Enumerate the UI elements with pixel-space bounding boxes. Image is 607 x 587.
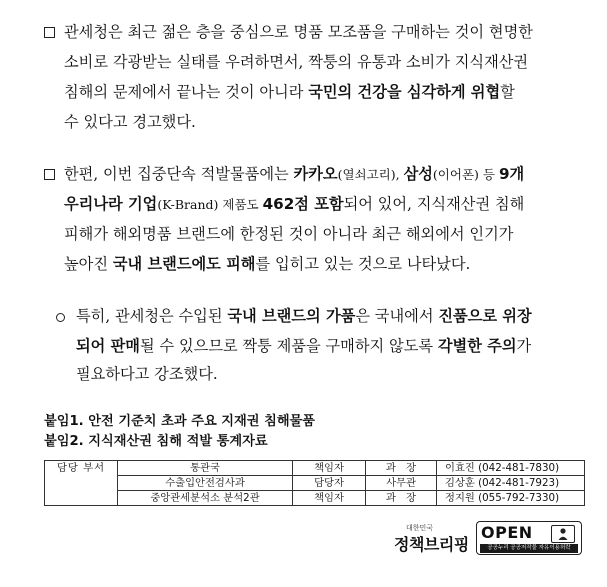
text-line: 수 있다고 경고했다. xyxy=(64,113,196,131)
open-license-badge xyxy=(476,521,582,555)
open-license-caption: 공공누리 공공저작물 자유이용허락 xyxy=(480,544,578,553)
text-line: 관세청은 최근 젊은 층을 중심으로 명품 모조품을 구매하는 것이 현명한 xyxy=(64,23,533,41)
emphasis-text: 국내 브랜드에도 피해 xyxy=(112,255,256,273)
attachment-2: 붙임2. 지식재산권 침해 적발 통계자료 xyxy=(44,434,268,449)
title-cell: 과 장 xyxy=(366,491,437,506)
table-row xyxy=(45,491,585,506)
text-line: 우리나라 기업(K-Brand) 제품도 462점 포함되어 있어, 지식재산권 침해 xyxy=(64,195,525,213)
logo-title: 정책브리핑 xyxy=(394,535,469,554)
contact-table xyxy=(44,460,585,506)
text-line: 피해가 해외명품 브랜드에 한정된 것이 아니라 최근 해외에서 인기가 xyxy=(64,225,514,243)
text-line: 높아진 국내 브랜드에도 피해를 입히고 있는 것으로 나타났다. xyxy=(64,255,471,273)
emphasis-text: 국민의 건강을 심각하게 위협 xyxy=(308,83,501,101)
text-line: 한편, 이번 집중단속 적발물품에는 카카오(열쇠고리), 삼성(이어폰) 등 9개 xyxy=(64,165,525,183)
text-line: 되어 판매될 수 있으므로 짝퉁 제품을 구매하지 않도록 각별한 주의가 xyxy=(76,337,532,355)
office-cell: 중앙관세분석소 분석2관 xyxy=(118,491,293,506)
square-bullet-icon xyxy=(44,27,55,38)
role-cell: 담당자 xyxy=(293,476,366,491)
square-bullet-icon xyxy=(44,169,55,180)
text-line: 소비로 각광받는 실태를 우려하면서, 짝퉁의 유통과 소비가 지식재산권 xyxy=(64,53,529,71)
emphasis-text: 국내 브랜드의 가품 xyxy=(227,307,356,325)
emphasis-text: 되어 판매 xyxy=(76,337,140,355)
open-label: OPEN xyxy=(481,523,533,542)
table-row xyxy=(45,461,585,476)
role-cell: 책임자 xyxy=(293,491,366,506)
emphasis-text: 각별한 주의 xyxy=(437,337,517,355)
person-cell: 이효진 (042-481-7830) xyxy=(437,461,585,476)
policy-briefing-logo xyxy=(394,523,470,557)
attribution-person-icon xyxy=(551,525,575,543)
emphasis-text: 카카오 xyxy=(293,165,338,183)
person-cell: 정지원 (055-792-7330) xyxy=(437,491,585,506)
emphasis-text: 진품으로 위장 xyxy=(438,307,532,325)
emphasis-text: 462점 포함 xyxy=(262,195,344,213)
office-cell: 수출입안전검사과 xyxy=(118,476,293,491)
dept-label: 담당 부서 xyxy=(45,461,118,506)
text-line: 필요하다고 강조했다. xyxy=(76,365,218,383)
role-cell: 책임자 xyxy=(293,461,366,476)
title-cell: 과 장 xyxy=(366,461,437,476)
attachment-1: 붙임1. 안전 기준치 초과 주요 지재권 침해물품 xyxy=(44,414,316,429)
text-line: 침해의 문제에서 끝나는 것이 아니라 국민의 건강을 심각하게 위협할 xyxy=(64,83,515,101)
text-line: 특히, 관세청은 수입된 국내 브랜드의 가품은 국내에서 진품으로 위장 xyxy=(76,307,532,325)
emphasis-text: 9개 xyxy=(498,165,525,183)
emphasis-text: 우리나라 기업 xyxy=(64,195,158,213)
table-row xyxy=(45,476,585,491)
title-cell: 사무관 xyxy=(366,476,437,491)
person-cell: 김상훈 (042-481-7923) xyxy=(437,476,585,491)
circle-bullet-icon xyxy=(56,313,65,322)
emphasis-text: 삼성 xyxy=(403,165,433,183)
logo-subtitle: 대한민국 xyxy=(406,524,434,532)
office-cell: 통관국 xyxy=(118,461,293,476)
